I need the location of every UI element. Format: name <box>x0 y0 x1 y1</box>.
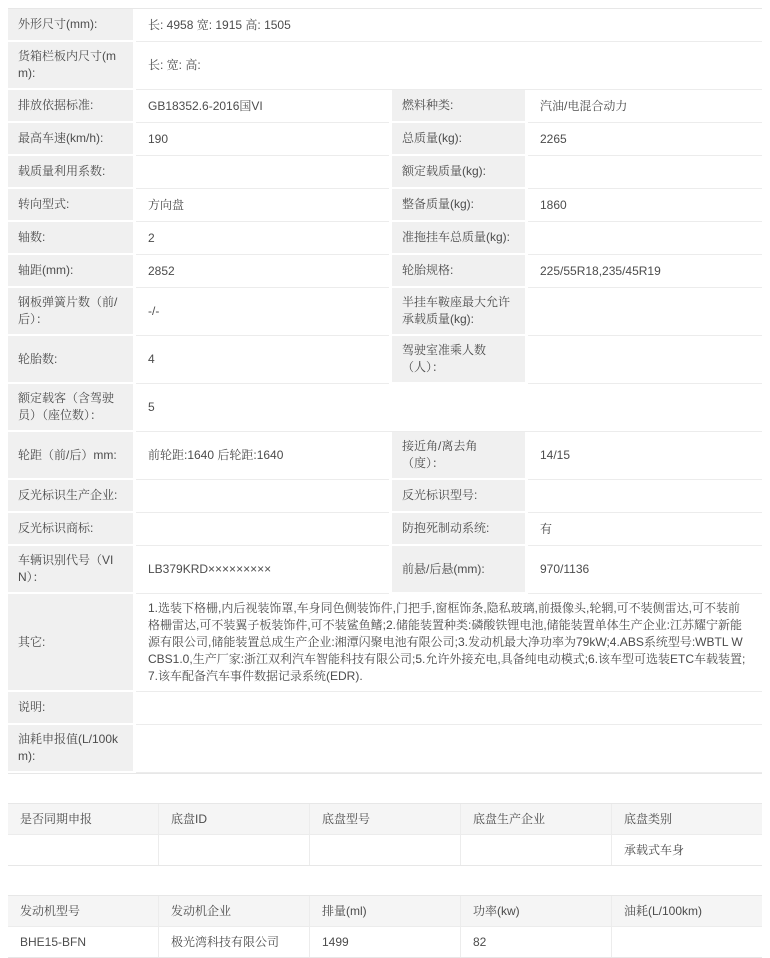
column-header: 发动机企业 <box>158 896 309 926</box>
table-cell <box>611 927 762 957</box>
spec-value <box>136 156 389 189</box>
spec-value <box>528 480 762 513</box>
vehicle-spec-page <box>8 8 762 958</box>
spec-label: 外形尺寸(mm): <box>8 9 136 42</box>
table-cell <box>158 835 309 865</box>
spec-value: 前轮距:1640 后轮距:1640 <box>136 432 389 480</box>
spec-label: 半挂车鞍座最大允许承载质量(kg): <box>389 288 528 336</box>
spec-value: 长: 4958 宽: 1915 高: 1505 <box>136 9 762 42</box>
spec-value: 汽油/电混合动力 <box>528 90 762 123</box>
spec-value <box>136 513 389 546</box>
table-cell: 极光湾科技有限公司 <box>158 927 309 957</box>
table-cell: 承载式车身 <box>611 835 762 865</box>
column-header: 底盘生产企业 <box>460 804 611 834</box>
spec-value <box>528 288 762 336</box>
spec-label: 其它: <box>8 594 136 692</box>
spec-value: 有 <box>528 513 762 546</box>
column-header: 排量(ml) <box>309 896 460 926</box>
spec-value: 190 <box>136 123 389 156</box>
spec-value <box>136 480 389 513</box>
spec-value: LB379KRD××××××××× <box>136 546 389 594</box>
spec-value <box>136 725 762 773</box>
spec-label: 额定载质量(kg): <box>389 156 528 189</box>
spec-value <box>136 692 762 725</box>
table-header-row <box>8 896 762 927</box>
spec-value: 14/15 <box>528 432 762 480</box>
spec-label: 准拖挂车总质量(kg): <box>389 222 528 255</box>
spec-value: 长: 宽: 高: <box>136 42 762 90</box>
spec-label: 轴距(mm): <box>8 255 136 288</box>
spec-row <box>8 384 762 432</box>
spec-row <box>8 189 762 222</box>
spec-label: 反光标识生产企业: <box>8 480 136 513</box>
spec-label: 车辆识别代号（VIN）： <box>8 546 136 594</box>
spec-label: 轮胎数: <box>8 336 136 384</box>
spec-label: 油耗申报值(L/100km): <box>8 725 136 773</box>
table-cell <box>460 835 611 865</box>
spec-row <box>8 480 762 513</box>
table-cell: 1499 <box>309 927 460 957</box>
column-header: 底盘ID <box>158 804 309 834</box>
spec-value: 2 <box>136 222 389 255</box>
spec-row <box>8 546 762 594</box>
table-cell: 82 <box>460 927 611 957</box>
spec-row <box>8 594 762 692</box>
spec-label: 轮距（前/后）mm: <box>8 432 136 480</box>
table-row <box>8 835 762 865</box>
spec-label: 钢板弹簧片数（前/后）： <box>8 288 136 336</box>
spec-label: 燃料种类: <box>389 90 528 123</box>
spec-row <box>8 222 762 255</box>
spec-row <box>8 156 762 189</box>
spec-label: 轮胎规格: <box>389 255 528 288</box>
spec-label: 接近角/离去角（度）： <box>389 432 528 480</box>
spec-value: 4 <box>136 336 389 384</box>
spec-value <box>528 156 762 189</box>
spec-label: 整备质量(kg): <box>389 189 528 222</box>
spec-label: 载质量利用系数: <box>8 156 136 189</box>
spec-label: 反光标识型号: <box>389 480 528 513</box>
table-header-row <box>8 804 762 835</box>
spec-row <box>8 255 762 288</box>
spec-label: 驾驶室准乘人数（人）： <box>389 336 528 384</box>
spec-value <box>528 336 762 384</box>
spec-row <box>8 432 762 480</box>
spec-row <box>8 513 762 546</box>
spec-label: 防抱死制动系统: <box>389 513 528 546</box>
spec-value: 970/1136 <box>528 546 762 594</box>
spec-label: 反光标识商标: <box>8 513 136 546</box>
spec-value: GB18352.6-2016国VI <box>136 90 389 123</box>
spec-row <box>8 692 762 725</box>
spec-label: 额定载客（含驾驶员）（座位数）： <box>8 384 136 432</box>
engine-table <box>8 895 762 958</box>
spec-label: 最高车速(km/h): <box>8 123 136 156</box>
column-header: 底盘类别 <box>611 804 762 834</box>
spec-value: 1.选装下格栅,内后视装饰罩,车身同色侧装饰件,门把手,窗框饰条,隐私玻璃,前摄像头,轮辋,可不装侧雷达,可不装前格栅雷达,可不装翼子板装饰件,可不装鲨鱼鳍;2.储能装置种类:磷酸铁锂电池,储能装置单体生产企业:江苏耀宁新能源有限公司,储能装置总成生产企业:湘潭闪聚电池有限公司;3.发动机最大净功率为79kW;4.ABS系统型号:WBTL WCBS1.0,生产厂家:浙江双利汽车智能科技有限公司;5.允许外接充电,具备纯电动模式;6.该车型可选装ETC车载装置;7.该车配备汽车事件数据记录系统(EDR). <box>136 594 762 692</box>
spec-value: 5 <box>136 384 762 432</box>
spec-label: 货箱栏板内尺寸(mm): <box>8 42 136 90</box>
spec-value: -/- <box>136 288 389 336</box>
spec-value: 2852 <box>136 255 389 288</box>
spec-row <box>8 123 762 156</box>
spec-value <box>528 222 762 255</box>
column-header: 发动机型号 <box>8 896 158 926</box>
spec-row <box>8 336 762 384</box>
spec-value: 方向盘 <box>136 189 389 222</box>
spec-row <box>8 42 762 90</box>
table-cell <box>309 835 460 865</box>
spec-label: 排放依据标准: <box>8 90 136 123</box>
spec-row <box>8 725 762 773</box>
column-header: 是否同期申报 <box>8 804 158 834</box>
spec-value: 225/55R18,235/45R19 <box>528 255 762 288</box>
table-cell <box>8 835 158 865</box>
spec-row <box>8 90 762 123</box>
spec-value: 2265 <box>528 123 762 156</box>
spec-label: 总质量(kg): <box>389 123 528 156</box>
column-header: 功率(kw) <box>460 896 611 926</box>
column-header: 油耗(L/100km) <box>611 896 762 926</box>
main-spec-table <box>8 8 762 774</box>
spec-label: 轴数: <box>8 222 136 255</box>
spec-value: 1860 <box>528 189 762 222</box>
spec-label: 转向型式: <box>8 189 136 222</box>
column-header: 底盘型号 <box>309 804 460 834</box>
chassis-table <box>8 803 762 866</box>
spec-label: 说明: <box>8 692 136 725</box>
spec-row <box>8 288 762 336</box>
table-row <box>8 927 762 957</box>
table-cell: BHE15-BFN <box>20 935 87 949</box>
spec-row <box>8 9 762 42</box>
spec-label: 前悬/后悬(mm): <box>389 546 528 594</box>
